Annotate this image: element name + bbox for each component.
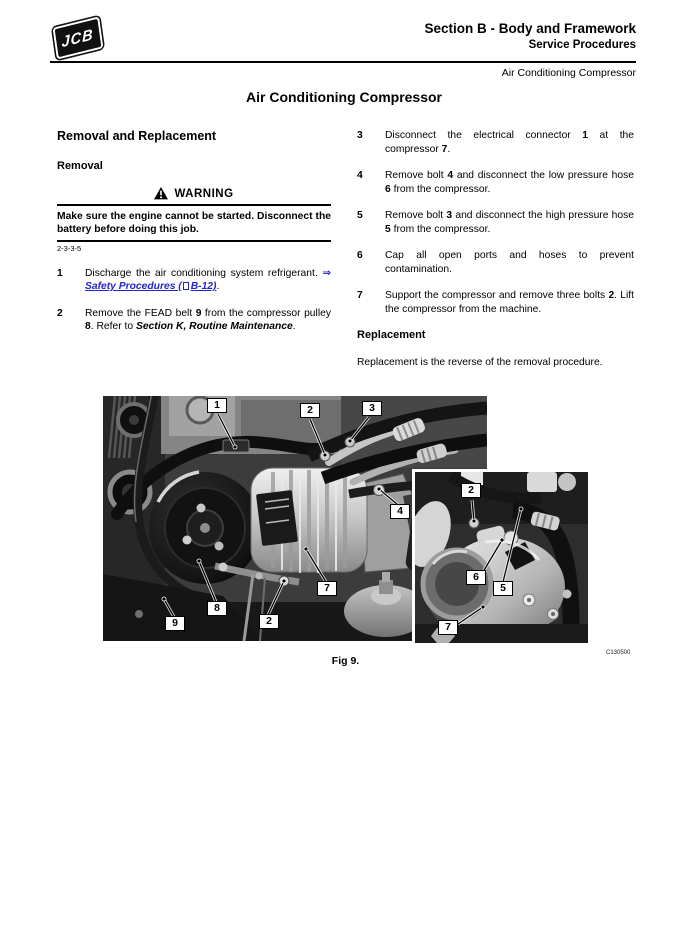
step-7 bbox=[357, 289, 634, 316]
warning-triangle-icon bbox=[154, 187, 168, 200]
step-number: 6 bbox=[357, 250, 363, 261]
right-column bbox=[357, 129, 634, 370]
page-title: Air Conditioning Compressor bbox=[246, 89, 442, 105]
step-number: 4 bbox=[357, 170, 363, 181]
safety-procedures-link[interactable]: Safety Procedures ( bbox=[85, 281, 182, 293]
step-text bbox=[85, 267, 331, 294]
jcb-logo bbox=[52, 16, 103, 59]
left-column bbox=[57, 129, 331, 347]
text-segment: . Lift the compressor from the machine. bbox=[385, 290, 634, 315]
text-segment: . Refer to bbox=[90, 321, 136, 333]
text-segment: and disconnect the high pressure hose bbox=[452, 210, 635, 221]
section-title: Section B - Body and Framework bbox=[424, 21, 636, 36]
safety-procedures-link[interactable]: ⇒ bbox=[322, 267, 331, 279]
inset-callout-2: 2 bbox=[461, 483, 481, 498]
step-text bbox=[385, 129, 634, 156]
figure-caption: Fig 9. bbox=[331, 655, 360, 667]
inset-callout-5: 5 bbox=[493, 581, 513, 596]
jcb-logo-text: JCB bbox=[61, 25, 95, 51]
warning-text: Make sure the engine cannot be started. Disconnect the battery before doing this job. bbox=[57, 210, 331, 235]
inset-callout-7: 7 bbox=[438, 620, 458, 635]
step-1 bbox=[57, 267, 331, 294]
page-header bbox=[424, 21, 636, 51]
text-segment: 9 bbox=[195, 307, 202, 319]
step-text bbox=[385, 209, 634, 236]
text-segment: . bbox=[447, 143, 451, 155]
step-5 bbox=[357, 209, 634, 236]
text-segment: Remove bolt bbox=[385, 210, 447, 221]
text-segment: 5 bbox=[385, 223, 391, 235]
figure-callout-7: 7 bbox=[317, 581, 337, 596]
heading-replacement: Replacement bbox=[357, 329, 426, 341]
figure-ref-code: C130500 bbox=[606, 650, 631, 656]
figure-9 bbox=[103, 396, 591, 646]
text-segment: 7 bbox=[441, 143, 448, 155]
text-segment: from the compressor. bbox=[390, 183, 491, 195]
step-3 bbox=[357, 129, 634, 156]
inset-callout-6: 6 bbox=[466, 570, 486, 585]
step-number: 2 bbox=[57, 307, 63, 319]
step-6 bbox=[357, 249, 634, 276]
step-number: 3 bbox=[357, 130, 363, 141]
step-4 bbox=[357, 169, 634, 196]
replacement-text: Replacement is the reverse of the removal procedure. bbox=[357, 357, 603, 368]
text-segment: Disconnect the electrical connector bbox=[385, 130, 583, 141]
text-segment: 3 bbox=[446, 210, 453, 221]
heading-removal-and-replacement: Removal and Replacement bbox=[57, 129, 217, 143]
step-text bbox=[385, 289, 634, 316]
text-segment: 4 bbox=[447, 170, 454, 181]
warning-code: 2-3-3-5 bbox=[57, 243, 82, 253]
step-text bbox=[385, 169, 634, 196]
text-segment: from the compressor pulley bbox=[201, 307, 331, 319]
step-2 bbox=[57, 307, 331, 334]
step-text bbox=[385, 249, 634, 276]
figure-callout-9: 9 bbox=[165, 616, 185, 631]
text-segment: at the compressor bbox=[385, 130, 635, 155]
step-number: 1 bbox=[57, 267, 63, 279]
figure-callout-3: 3 bbox=[362, 401, 382, 416]
text-segment: . bbox=[216, 281, 220, 293]
step-text bbox=[85, 307, 331, 334]
safety-procedures-link[interactable]: B-12) bbox=[190, 281, 217, 293]
text-segment: 2 bbox=[608, 290, 615, 301]
warning-rule-top bbox=[57, 204, 331, 206]
warning-rule-bottom bbox=[57, 240, 331, 242]
text-segment: Section K, Routine Maintenance bbox=[135, 321, 293, 333]
warning-header bbox=[57, 187, 331, 200]
text-segment: Support the compressor and remove three bolts bbox=[385, 290, 609, 301]
text-segment: . bbox=[292, 321, 296, 333]
text-segment: 6 bbox=[385, 183, 391, 195]
text-segment: Remove the FEAD belt bbox=[85, 307, 196, 319]
figure-callout-1: 1 bbox=[207, 398, 227, 413]
text-segment: 8 bbox=[85, 321, 91, 333]
document-page-icon bbox=[183, 282, 189, 290]
subsection-title: Service Procedures bbox=[528, 39, 636, 51]
figure-callout-2: 2 bbox=[300, 403, 320, 418]
warning-title: WARNING bbox=[174, 187, 234, 200]
text-segment: Discharge the air conditioning system refrigerant. bbox=[85, 267, 323, 279]
figure-callout-2b: 2 bbox=[259, 614, 279, 629]
heading-removal: Removal bbox=[57, 160, 103, 172]
text-segment: Cap all open ports and hoses to prevent contamination. bbox=[385, 250, 634, 275]
step-number: 7 bbox=[357, 290, 363, 301]
breadcrumb: Air Conditioning Compressor bbox=[501, 67, 636, 79]
figure-callout-8: 8 bbox=[207, 601, 227, 616]
text-segment: 1 bbox=[582, 130, 589, 141]
header-rule bbox=[50, 61, 636, 63]
text-segment: Remove bolt bbox=[385, 170, 448, 181]
step-number: 5 bbox=[357, 210, 363, 221]
compressor-inset-art bbox=[415, 472, 588, 643]
text-segment: and disconnect the low pressure hose bbox=[453, 170, 634, 181]
figure-callout-4: 4 bbox=[390, 504, 410, 519]
text-segment: from the compressor. bbox=[390, 223, 491, 235]
